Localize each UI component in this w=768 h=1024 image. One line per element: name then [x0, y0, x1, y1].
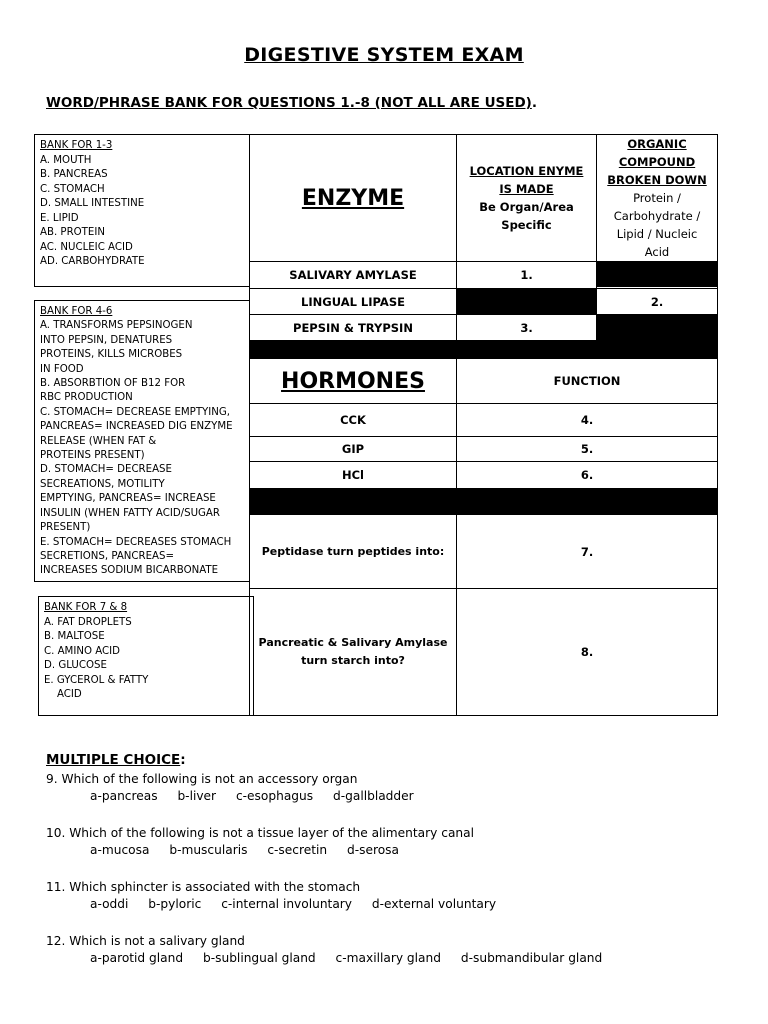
answer-number: 6. — [580, 468, 594, 482]
bank-line: D. STOMACH= DECREASE — [40, 464, 172, 476]
bank-line: A. TRANSFORMS PEPSINOGEN — [40, 320, 193, 332]
answer-option[interactable]: b-muscularis — [169, 843, 248, 857]
enzyme-name: PEPSIN & TRYPSIN — [293, 320, 413, 335]
organic-header-note: Protein / — [633, 191, 681, 205]
bank-item: AC. NUCLEIC ACID — [40, 241, 133, 253]
word-bank-instructions — [46, 95, 537, 111]
blank-cell — [456, 288, 596, 314]
organic-header-note: Acid — [644, 245, 670, 259]
answer-number: 8. — [580, 645, 594, 659]
divider-bar — [249, 488, 718, 515]
bank-item: AB. PROTEIN — [40, 227, 105, 238]
location-header-line: IS MADE — [499, 182, 554, 196]
bank-line: PANCREAS= INCREASED DIG ENZYME — [40, 421, 233, 433]
organic-header-line: COMPOUND — [618, 155, 696, 169]
organic-compound-header — [597, 135, 717, 261]
answer-option[interactable]: b-pyloric — [148, 897, 202, 911]
bank-line: PROTEINS PRESENT) — [40, 450, 145, 462]
enzyme-name: LINGUAL LIPASE — [301, 294, 405, 309]
answer-option[interactable]: b-sublingual gland — [202, 951, 316, 965]
location-header-line: LOCATION ENYME — [469, 164, 584, 178]
organic-header-line: BROKEN DOWN — [607, 173, 707, 187]
organic-header-note: Carbohydrate / — [613, 209, 701, 223]
answer-number: 1. — [520, 268, 533, 282]
answer-number: 2. — [650, 294, 664, 309]
bank-4-6 — [34, 300, 250, 582]
hormones-header: HORMONES — [281, 368, 425, 394]
answer-option[interactable]: a-parotid gland — [90, 951, 184, 965]
bank-item: E. LIPID — [40, 212, 79, 224]
answer-number: 4. — [580, 413, 594, 427]
bank-line: A. FAT DROPLETS — [44, 616, 132, 628]
bank-line: C. STOMACH= DECREASE EMPTYING, — [40, 406, 231, 418]
bank-7-8-heading: BANK FOR 7 & 8 — [44, 602, 128, 613]
bank-line: RBC PRODUCTION — [40, 392, 133, 404]
bank-item: B. PANCREAS — [40, 169, 108, 180]
bank-4-6-heading: BANK FOR 4-6 — [40, 306, 113, 317]
bank-line: E. STOMACH= DECREASES STOMACH — [40, 536, 232, 548]
answer-options — [90, 951, 618, 965]
bank-1-3 — [34, 134, 250, 287]
multiple-choice-heading-text: MULTIPLE CHOICE — [46, 752, 181, 768]
location-header-note: Be Organ/Area — [479, 200, 574, 214]
enzyme-name: SALIVARY AMYLASE — [289, 268, 417, 282]
bank-item: AD. CARBOHYDRATE — [40, 256, 145, 267]
bank-line: E. GYCEROL & FATTY — [44, 674, 149, 686]
hormone-name: HCl — [341, 468, 364, 482]
question-text: 11. Which sphincter is associated with the stomach — [46, 880, 361, 894]
answer-option[interactable]: c-esophagus — [235, 789, 314, 803]
bank-item: D. SMALL INTESTINE — [40, 198, 145, 209]
multiple-choice-heading — [46, 752, 186, 768]
bank-line: INSULIN (WHEN FATTY ACID/SUGAR — [40, 507, 220, 519]
bank-line: INTO PEPSIN, DENATURES — [40, 334, 173, 346]
bank-line: SECREATIONS, MOTILITY — [40, 478, 165, 490]
bank-line: PROTEINS, KILLS MICROBES — [40, 349, 183, 361]
answer-option[interactable]: c-internal involuntary — [221, 897, 353, 911]
bank-line: PRESENT) — [40, 522, 91, 534]
answer-option[interactable]: c-secretin — [267, 843, 328, 857]
answer-options — [90, 789, 430, 803]
question-9 — [46, 772, 430, 803]
bank-line: D. GLUCOSE — [44, 660, 107, 671]
answer-options — [90, 843, 474, 857]
question-text: 9. Which of the following is not an accessory organ — [46, 772, 358, 786]
answer-option[interactable]: d-external voluntary — [371, 897, 497, 911]
bank-1-3-heading: BANK FOR 1-3 — [40, 140, 113, 151]
peptidase-question: Peptidase turn peptides into: — [261, 545, 445, 558]
question-text: 10. Which of the following is not a tissue layer of the alimentary canal — [46, 826, 474, 840]
bank-line: ACID — [44, 689, 82, 700]
question-12 — [46, 934, 618, 965]
answer-option[interactable]: d-submandibular gland — [460, 951, 603, 965]
bank-line: B. ABSORBTION OF B12 FOR — [40, 378, 186, 390]
bank-item: C. STOMACH — [40, 183, 105, 195]
divider-bar — [249, 340, 718, 358]
bank-line: EMPTYING, PANCREAS= INCREASE — [40, 493, 216, 505]
bank-item: A. MOUTH — [40, 154, 92, 166]
bank-line: RELEASE (WHEN FAT & — [40, 435, 157, 447]
bank-line: B. MALTOSE — [44, 631, 105, 642]
amylase-question — [250, 589, 456, 715]
bank-line: SECRETIONS, PANCREAS= — [40, 550, 175, 562]
answer-option[interactable]: b-liver — [177, 789, 217, 803]
organic-header-line: ORGANIC — [627, 137, 687, 151]
word-bank-instructions-text: WORD/PHRASE BANK FOR QUESTIONS 1.-8 (NOT ALL ARE USED) — [46, 95, 532, 111]
answer-option[interactable]: d-gallbladder — [332, 789, 414, 803]
hormone-name: GIP — [341, 442, 365, 456]
location-header-note: Specific — [501, 218, 552, 232]
answer-option[interactable]: c-maxillary gland — [335, 951, 441, 965]
bank-line: INCREASES SODIUM BICARBONATE — [40, 565, 219, 577]
answer-option[interactable]: a-pancreas — [90, 789, 158, 803]
answer-number: 3. — [520, 320, 533, 335]
bank-line: IN FOOD — [40, 363, 84, 375]
blank-cell — [596, 261, 718, 287]
function-header: FUNCTION — [553, 374, 621, 388]
answer-option[interactable]: a-oddi — [90, 897, 129, 911]
page-title: DIGESTIVE SYSTEM EXAM — [244, 44, 524, 66]
amylase-question-line: Pancreatic & Salivary Amylase — [258, 636, 448, 649]
hormone-name: CCK — [340, 413, 366, 427]
answer-option[interactable]: a-mucosa — [90, 843, 150, 857]
answer-number: 7. — [580, 544, 594, 559]
bank-line: C. AMINO ACID — [44, 645, 120, 657]
location-header — [457, 135, 596, 261]
bank-7-8 — [38, 596, 254, 716]
enzyme-header: ENZYME — [301, 185, 405, 211]
amylase-question-line: turn starch into? — [301, 654, 405, 667]
question-text: 12. Which is not a salivary gland — [46, 934, 245, 948]
answer-option[interactable]: d-serosa — [346, 843, 399, 857]
question-11 — [46, 880, 512, 911]
question-10 — [46, 826, 474, 857]
blank-cell — [596, 314, 718, 340]
answer-options — [90, 897, 512, 911]
answer-number: 5. — [580, 442, 594, 456]
word-bank-instructions-period: . — [531, 95, 537, 111]
organic-header-note: Lipid / Nucleic — [616, 227, 698, 241]
multiple-choice-heading-colon: : — [180, 752, 186, 768]
